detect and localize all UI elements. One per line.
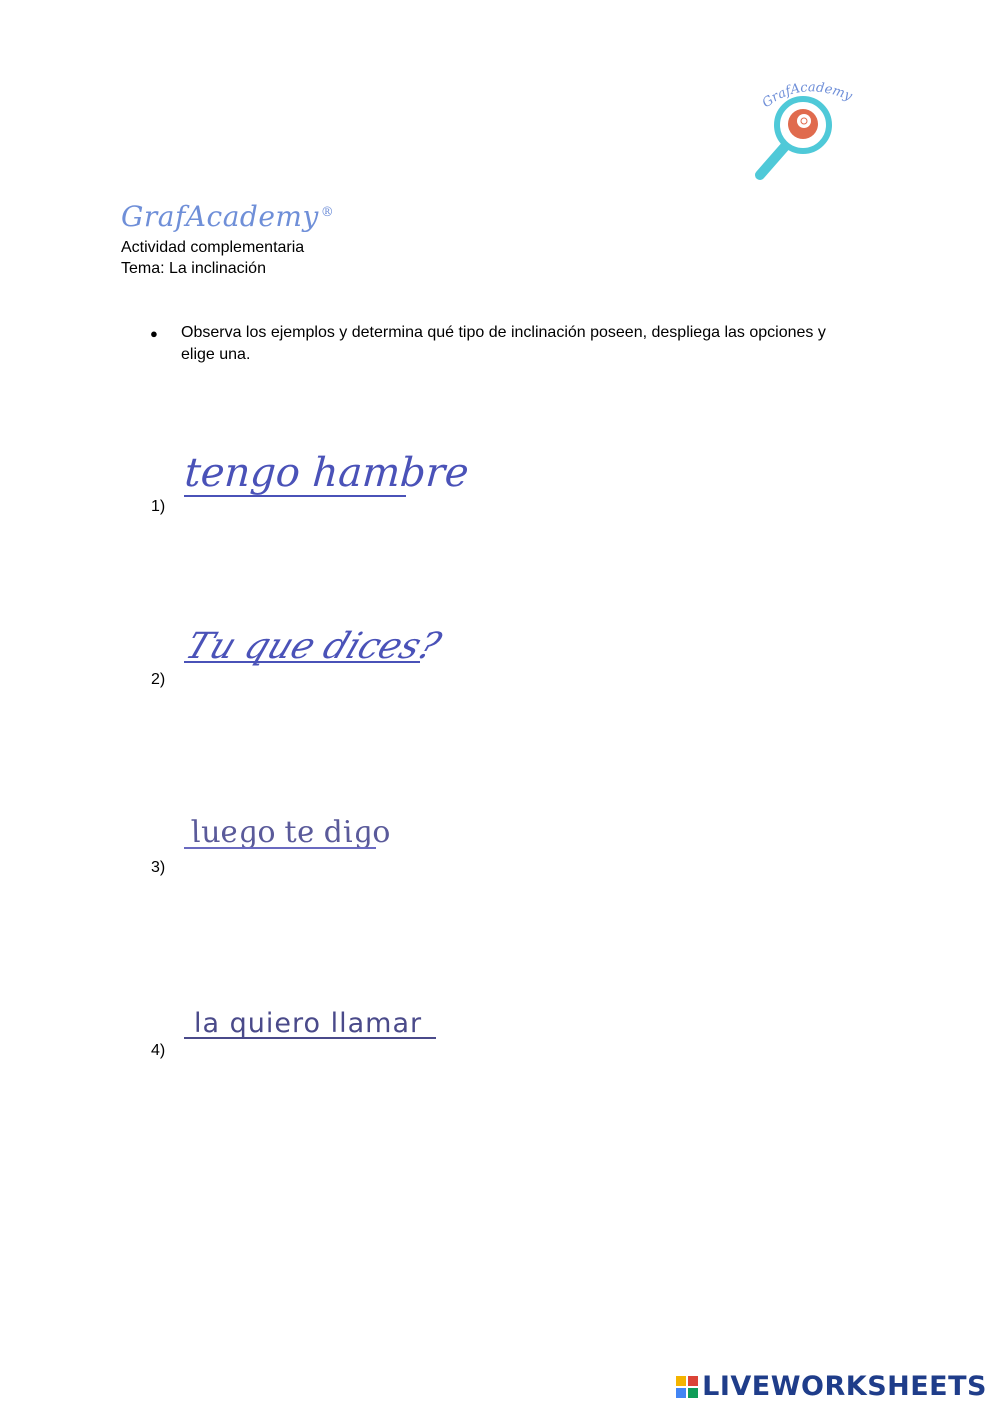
grafacademy-logo (748, 80, 863, 185)
instruction-text: Observa los ejemplos y determina qué tipo de inclinación poseen, despliega las opciones y elige una. (181, 324, 826, 363)
instruction (150, 322, 850, 366)
handwriting-sample-4 (180, 996, 450, 1056)
handwriting-text-3: luego te digo (187, 815, 394, 850)
liveworksheets-footer (676, 1371, 987, 1402)
example-number-4: 4) (151, 1042, 166, 1059)
handwriting-text-1: tengo hambre (183, 450, 471, 496)
handwriting-sample-2 (180, 612, 447, 692)
activity-type: Actividad complementaria (121, 239, 305, 256)
footer-brand: LIVEWORKSHEETS (702, 1371, 987, 1402)
liveworksheets-logo-icon (676, 1376, 698, 1398)
bullet: ● (150, 326, 158, 341)
example-number-2: 2) (151, 671, 166, 688)
handwriting-sample-3 (180, 808, 394, 878)
handwriting-sample-1 (180, 428, 471, 513)
handwriting-text-2: Tu que dices? (180, 624, 447, 667)
example-number-1: 1) (151, 498, 166, 515)
brand-title: GrafAcademy ® (121, 200, 335, 233)
example-number-3: 3) (151, 859, 166, 876)
logo-text: GrafAcademy (759, 80, 855, 112)
handwriting-text-4: la quiero llamar (194, 1008, 423, 1039)
topic-line: Tema: La inclinación (121, 260, 266, 277)
